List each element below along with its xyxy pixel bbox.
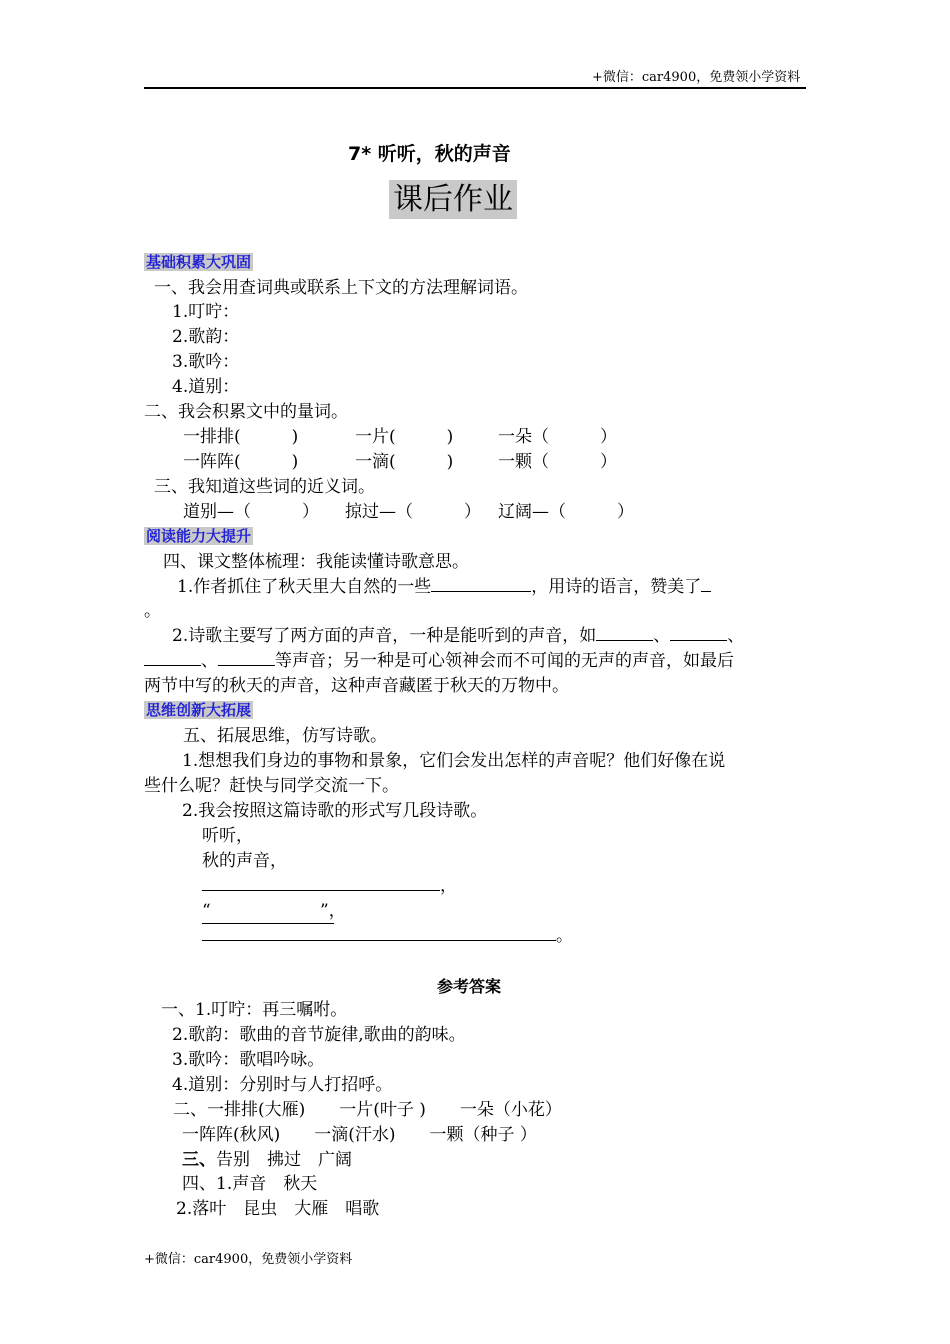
poem-line-1: 听听， — [202, 826, 253, 846]
poem-blank-1[interactable] — [202, 874, 440, 891]
subtitle-block — [389, 180, 517, 220]
q4-blank-6[interactable] — [218, 649, 275, 666]
section-thinking — [144, 700, 253, 720]
poem-comma: ， — [440, 876, 457, 896]
q1-item-2: 2.歌韵： — [172, 327, 240, 347]
page-title: 7* 听听，秋的声音 — [348, 143, 511, 165]
q2-r1-c3: 一朵（ ） — [498, 427, 617, 447]
q4-item-2 — [172, 624, 744, 648]
section-thinking-label: 思维创新大拓展 — [146, 701, 252, 719]
q4-blank-4[interactable] — [670, 624, 727, 641]
q3-c1: 道别—（ ） — [183, 502, 319, 522]
q3-heading: 三、我知道这些词的近义词。 — [154, 477, 375, 497]
q4-blank-2[interactable] — [701, 575, 711, 592]
answers-title: 参考答案 — [437, 977, 502, 996]
q4-blank-5[interactable] — [144, 649, 201, 666]
answer-5: 二、一排排(大雁) 一片(叶子 ) 一朵（小花） — [173, 1100, 562, 1120]
answer-7 — [182, 1148, 352, 1172]
poem-line-3 — [202, 874, 457, 898]
q3-c3: 辽阔—（ ） — [498, 502, 634, 522]
q1-item-3: 3.歌吟： — [172, 352, 240, 372]
answer-1: 一、1.叮咛：再三嘱咐。 — [161, 1000, 348, 1020]
answer-3: 3.歌吟：歌唱吟咏。 — [172, 1050, 325, 1070]
q5-heading: 五、拓展思维，仿写诗歌。 — [183, 726, 387, 746]
answer-4: 4.道别：分别时与人打招呼。 — [172, 1075, 393, 1095]
q2-r2-c1: 一阵阵( ) — [183, 452, 299, 472]
q4-item-1-end: 。 — [144, 601, 161, 621]
answer-8: 四、1.声音 秋天 — [182, 1174, 318, 1194]
answer-2: 2.歌韵：歌曲的音节旋律,歌曲的韵味。 — [172, 1025, 466, 1045]
answer-7-text: 告别 拂过 广阔 — [216, 1150, 352, 1170]
q4-item-2-line2 — [144, 649, 734, 673]
footer-note: +微信：car4900，免费领小学资料 — [144, 1252, 353, 1267]
q1-heading: 一、我会用查词典或联系上下文的方法理解词语。 — [154, 278, 528, 298]
page-subtitle: 课后作业 — [389, 180, 517, 219]
q4-heading: 四、课文整体梳理：我能读懂诗歌意思。 — [163, 552, 469, 572]
answer-9: 2.落叶 昆虫 大雁 唱歌 — [176, 1199, 380, 1219]
q4-sep-2: 、 — [727, 626, 745, 646]
answer-6: 一阵阵(秋风) 一滴(汗水) 一颗（种子 ） — [182, 1125, 537, 1145]
q4-sep-1: 、 — [653, 626, 671, 646]
q4-blank-3[interactable] — [596, 624, 653, 641]
q2-r2-c3: 一颗（ ） — [498, 452, 617, 472]
q4-item-2-b: 等声音；另一种是可心领神会而不可闻的无声的声音，如最后 — [275, 651, 734, 671]
q4-item-1-a: 1.作者抓住了秋天里大自然的一些 — [177, 577, 432, 597]
poem-line-5 — [202, 924, 573, 948]
q2-r1-c2: 一片( ) — [355, 427, 454, 447]
q5-item-1-a: 1.想想我们身边的事物和景象，它们会发出怎样的声音呢？他们好像在说 — [182, 751, 726, 771]
q2-r1-c1: 一排排( ) — [183, 427, 299, 447]
close-quote: ”， — [320, 901, 346, 921]
poem-quote-blank[interactable] — [202, 899, 334, 924]
q4-blank-1[interactable] — [431, 575, 531, 592]
q4-item-2-line3: 两节中写的秋天的声音，这种声音藏匿于秋天的万物中。 — [144, 676, 569, 696]
section-basic-label: 基础积累大巩固 — [146, 253, 252, 271]
q4-item-1 — [177, 575, 711, 599]
q5-item-2: 2.我会按照这篇诗歌的形式写几段诗歌。 — [182, 801, 488, 821]
q4-item-1-b: ，用诗的语言，赞美了 — [531, 577, 702, 597]
section-reading-label: 阅读能力大提升 — [146, 527, 252, 545]
poem-blank-2[interactable] — [202, 924, 556, 941]
section-basic — [144, 252, 253, 272]
poem-line-4 — [202, 899, 346, 924]
poem-period: 。 — [556, 926, 573, 946]
header-rule — [144, 87, 806, 89]
q4-sep-3: 、 — [201, 651, 218, 671]
open-quote: “ — [202, 901, 211, 921]
q2-heading: 二、我会积累文中的量词。 — [144, 402, 348, 422]
q1-item-1: 1.叮咛： — [172, 302, 240, 322]
q1-item-4: 4.道别： — [172, 377, 240, 397]
q4-item-2-a: 2.诗歌主要写了两方面的声音，一种是能听到的声音，如 — [172, 626, 597, 646]
poem-line-2: 秋的声音， — [202, 851, 287, 871]
answer-7-label: 三、 — [182, 1150, 216, 1170]
section-reading — [144, 526, 253, 546]
header-note: +微信：car4900，免费领小学资料 — [592, 70, 801, 85]
q3-c2: 掠过—（ ） — [345, 502, 481, 522]
q2-r2-c2: 一滴( ) — [355, 452, 454, 472]
q5-item-1-b: 些什么呢？赶快与同学交流一下。 — [144, 776, 399, 796]
